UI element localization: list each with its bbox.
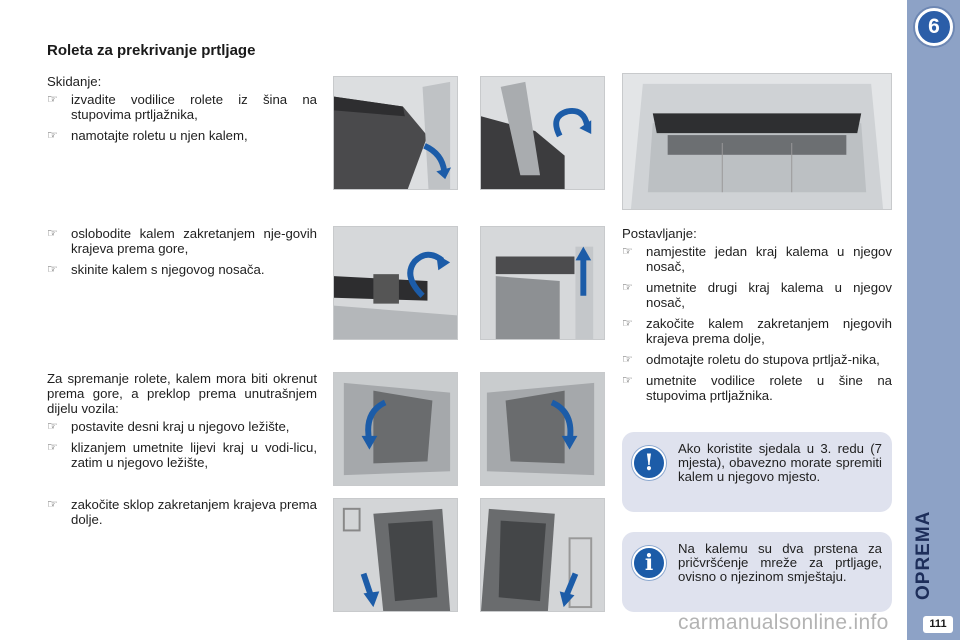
installation-heading: Postavljanje: [622, 226, 697, 241]
list-item: ☞ namjestite jedan kraj kalema u njegov nosač, [622, 244, 892, 274]
page-title: Roleta za prekrivanje prtljage [47, 42, 256, 59]
illustration-lock-right [480, 498, 605, 612]
list-item: ☞ postavite desni kraj u njegovo ležište, [47, 419, 290, 434]
watermark: carmanualsonline.info [678, 611, 889, 634]
illustration-lock-left [333, 498, 458, 612]
chapter-title: OPREMA [913, 510, 934, 600]
page-number: 111 [923, 616, 953, 633]
list-item: ☞ skinite kalem s njegovog nosača. [47, 262, 265, 277]
storage-block [47, 371, 317, 476]
list-item: ☞ izvadite vodilice rolete iz šina na stupovima prtljažnika, [47, 92, 317, 122]
removal-heading: Skidanje: [47, 74, 102, 89]
list-item: ☞ umetnite drugi kraj kalema u njegov nosač, [622, 280, 892, 310]
hand-pointer-icon: ☞ [47, 128, 58, 142]
warning-box [622, 432, 892, 512]
illustration-store-right-end [333, 372, 458, 486]
hand-pointer-icon: ☞ [622, 280, 633, 294]
hand-pointer-icon: ☞ [47, 440, 58, 454]
storage-intro: Za spremanje rolete, kalem mora biti okrenut prema gore, a preklop prema unutrašnjem dijelu vozila: [47, 371, 317, 416]
hand-pointer-icon: ☞ [622, 316, 633, 330]
list-item: ☞ namotajte roletu u njen kalem, [47, 128, 248, 143]
info-icon: i [632, 546, 666, 580]
illustration-release-spool-right [480, 226, 605, 340]
list-item: ☞ umetnite vodilice rolete u šine na stupovima prtljažnika. [622, 373, 892, 403]
info-text: Na kalemu su dva prstena za pričvršćenje mreže za prtljage, ovisno o njezinom smještaju. [678, 541, 882, 584]
list-item: ☞ oslobodite kalem zakretanjem nje-govih krajeva prema gore, [47, 226, 317, 256]
info-box [622, 532, 892, 612]
illustration-unhook-guide [333, 76, 458, 190]
chapter-number-badge: 6 [915, 8, 953, 46]
illustration-store-left-end [480, 372, 605, 486]
exclamation-icon: ! [632, 446, 666, 480]
hand-pointer-icon: ☞ [47, 419, 58, 433]
list-item: ☞ zakočite sklop zakretanjem krajeva prema dolje. [47, 497, 317, 527]
installation-block [622, 226, 892, 409]
hand-pointer-icon: ☞ [47, 262, 58, 276]
list-item: ☞ klizanjem umetnite lijevi kraj u vodi-licu, zatim u njegovo ležište, [47, 440, 317, 470]
hand-pointer-icon: ☞ [47, 226, 58, 240]
illustration-roll-blind [480, 76, 605, 190]
illustration-boot-interior [622, 73, 892, 210]
warning-text: Ako koristite sjedala u 3. redu (7 mjesta), obavezno morate spremiti kalem u njegovo mjesto. [678, 441, 882, 484]
list-item: ☞ odmotajte roletu do stupova prtljaž-nika, [622, 352, 880, 367]
removal-block [47, 74, 317, 149]
hand-pointer-icon: ☞ [47, 497, 58, 511]
release-block [47, 226, 317, 283]
hand-pointer-icon: ☞ [47, 92, 58, 106]
hand-pointer-icon: ☞ [622, 373, 633, 387]
illustration-release-spool-left [333, 226, 458, 340]
hand-pointer-icon: ☞ [622, 244, 633, 258]
hand-pointer-icon: ☞ [622, 352, 633, 366]
lock-block [47, 497, 317, 533]
list-item: ☞ zakočite kalem zakretanjem njegovih krajeva prema dolje, [622, 316, 892, 346]
